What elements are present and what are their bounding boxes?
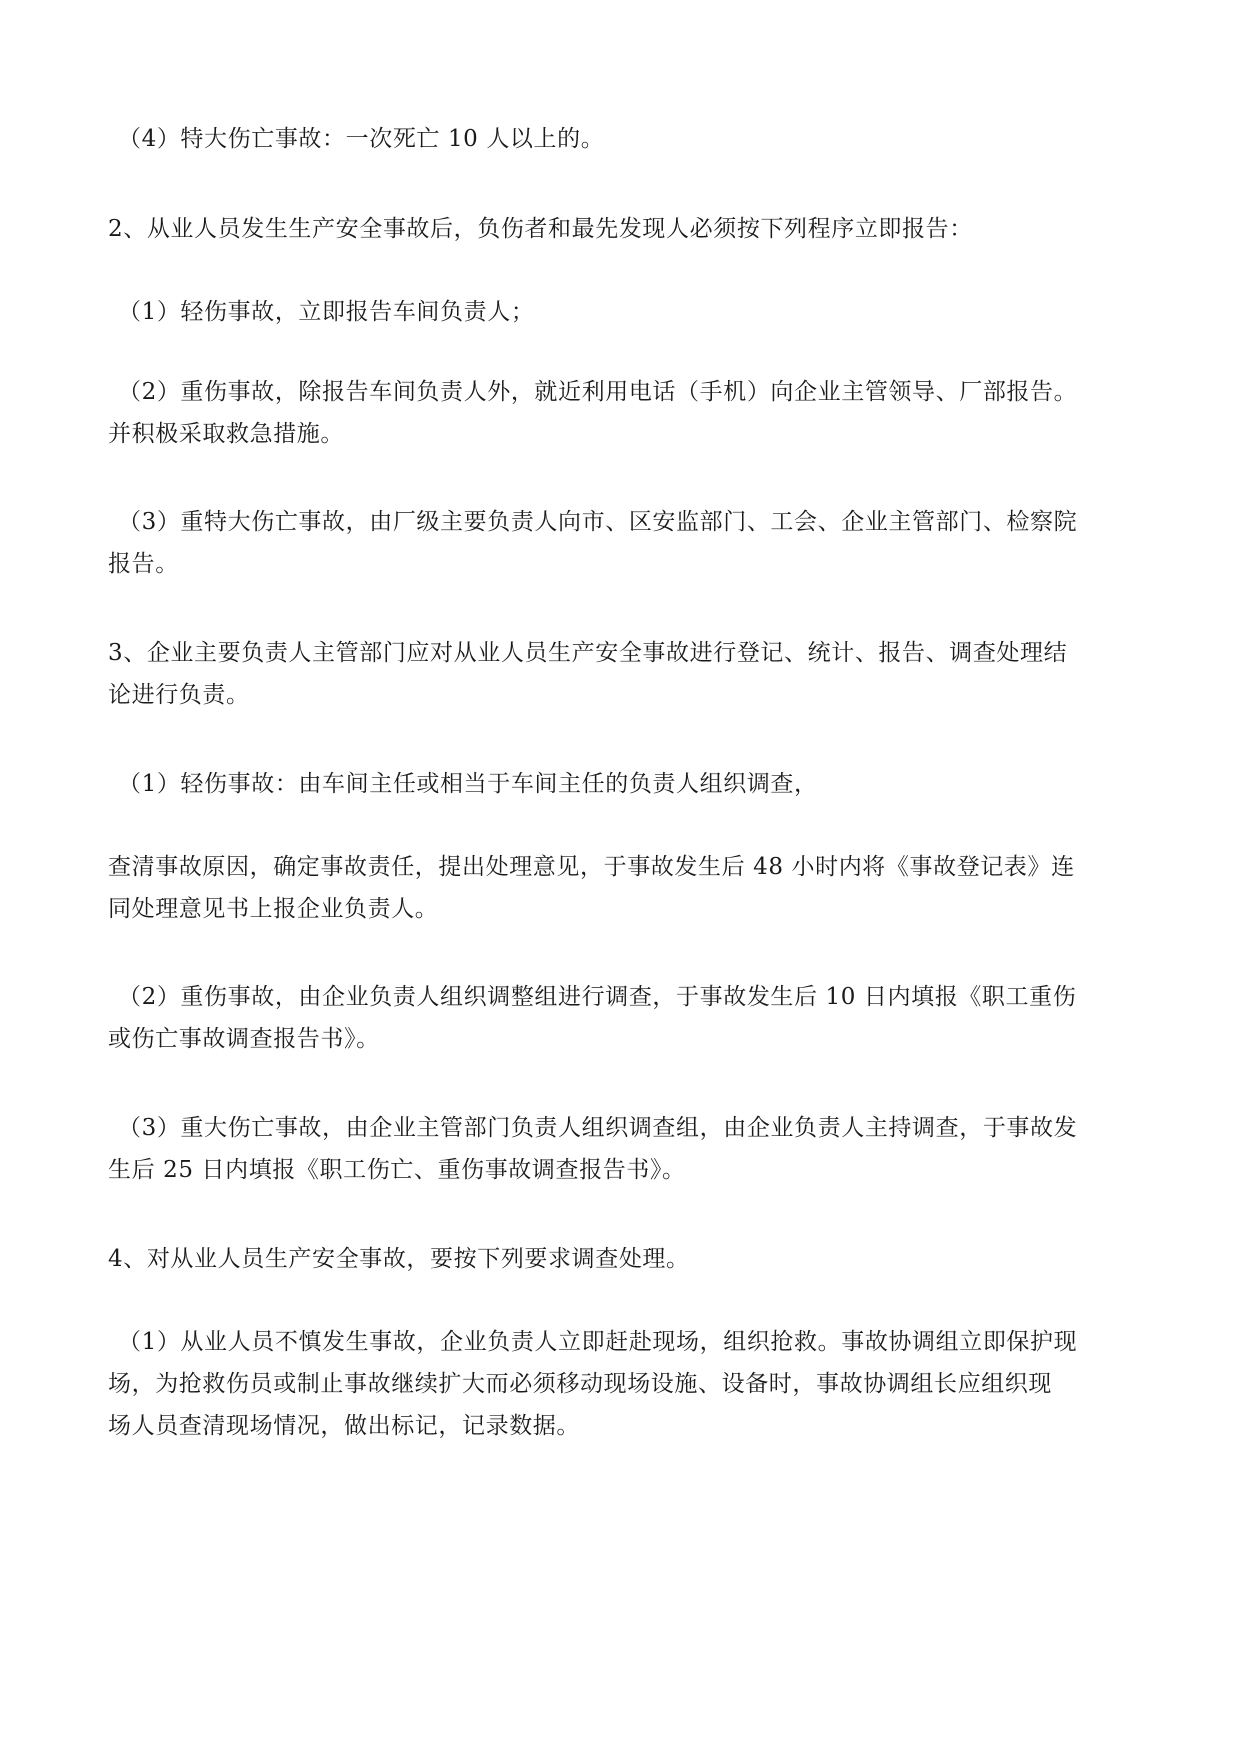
paragraph-section-3 [108, 632, 1118, 716]
paragraph-line: （2）重伤事故，除报告车间负责人外，就近利用电话（手机）向企业主管领导、厂部报告。 [118, 379, 1078, 405]
paragraph-line: 或伤亡事故调查报告书》。 [108, 1026, 380, 1052]
paragraph-item-4-fatal [118, 118, 1128, 160]
paragraph-item-1-minor [118, 291, 1128, 333]
paragraph-section-2 [108, 208, 1118, 250]
paragraph-line: 查清事故原因，确定事故责任，提出处理意见，于事故发生后 48 小时内将《事故登记表》连 [108, 854, 1075, 880]
paragraph-item-2-serious [108, 371, 1128, 455]
paragraph-line: 3、企业主要负责人主管部门应对从业人员生产安全事故进行登记、统计、报告、调查处理结 [108, 640, 1068, 666]
paragraph-investigation-minor [118, 763, 1128, 805]
paragraph-section-4 [108, 1238, 1118, 1280]
paragraph-investigation-detail [108, 846, 1118, 930]
paragraph-investigation-major [108, 1107, 1128, 1191]
paragraph-line: 场人员查清现场情况，做出标记，记录数据。 [108, 1413, 580, 1439]
paragraph-line: 场，为抢救伤员或制止事故继续扩大而必须移动现场设施、设备时，事故协调组长应组织现 [108, 1371, 1052, 1397]
paragraph-line: （4）特大伤亡事故：一次死亡 10 人以上的。 [118, 126, 605, 152]
paragraph-line: 4、对从业人员生产安全事故，要按下列要求调查处理。 [108, 1246, 690, 1272]
paragraph-investigation-serious [108, 976, 1128, 1060]
paragraph-line: 并积极采取救急措施。 [108, 421, 344, 447]
paragraph-line: （3）重特大伤亡事故，由厂级主要负责人向市、区安监部门、工会、企业主管部门、检察院 [118, 509, 1078, 535]
paragraph-line: 生后 25 日内填报《职工伤亡、重伤事故调查报告书》。 [108, 1157, 686, 1183]
paragraph-handling-item-1 [108, 1321, 1128, 1447]
paragraph-item-3-major [108, 501, 1128, 585]
paragraph-line: 2、从业人员发生生产安全事故后，负伤者和最先发现人必须按下列程序立即报告： [108, 216, 973, 242]
paragraph-line: 同处理意见书上报企业负责人。 [108, 896, 439, 922]
paragraph-line: （1）轻伤事故：由车间主任或相当于车间主任的负责人组织调查， [118, 771, 818, 797]
paragraph-line: 报告。 [108, 551, 179, 577]
paragraph-line: （3）重大伤亡事故，由企业主管部门负责人组织调查组，由企业负责人主持调查，于事故发 [118, 1115, 1078, 1141]
paragraph-line: （1）从业人员不慎发生事故，企业负责人立即赶赴现场，组织抢救。事故协调组立即保护现 [118, 1329, 1078, 1355]
paragraph-line: （2）重伤事故，由企业负责人组织调整组进行调查，于事故发生后 10 日内填报《职工重伤 [118, 984, 1077, 1010]
paragraph-line: 论进行负责。 [108, 682, 250, 708]
paragraph-line: （1）轻伤事故，立即报告车间负责人； [118, 299, 535, 325]
